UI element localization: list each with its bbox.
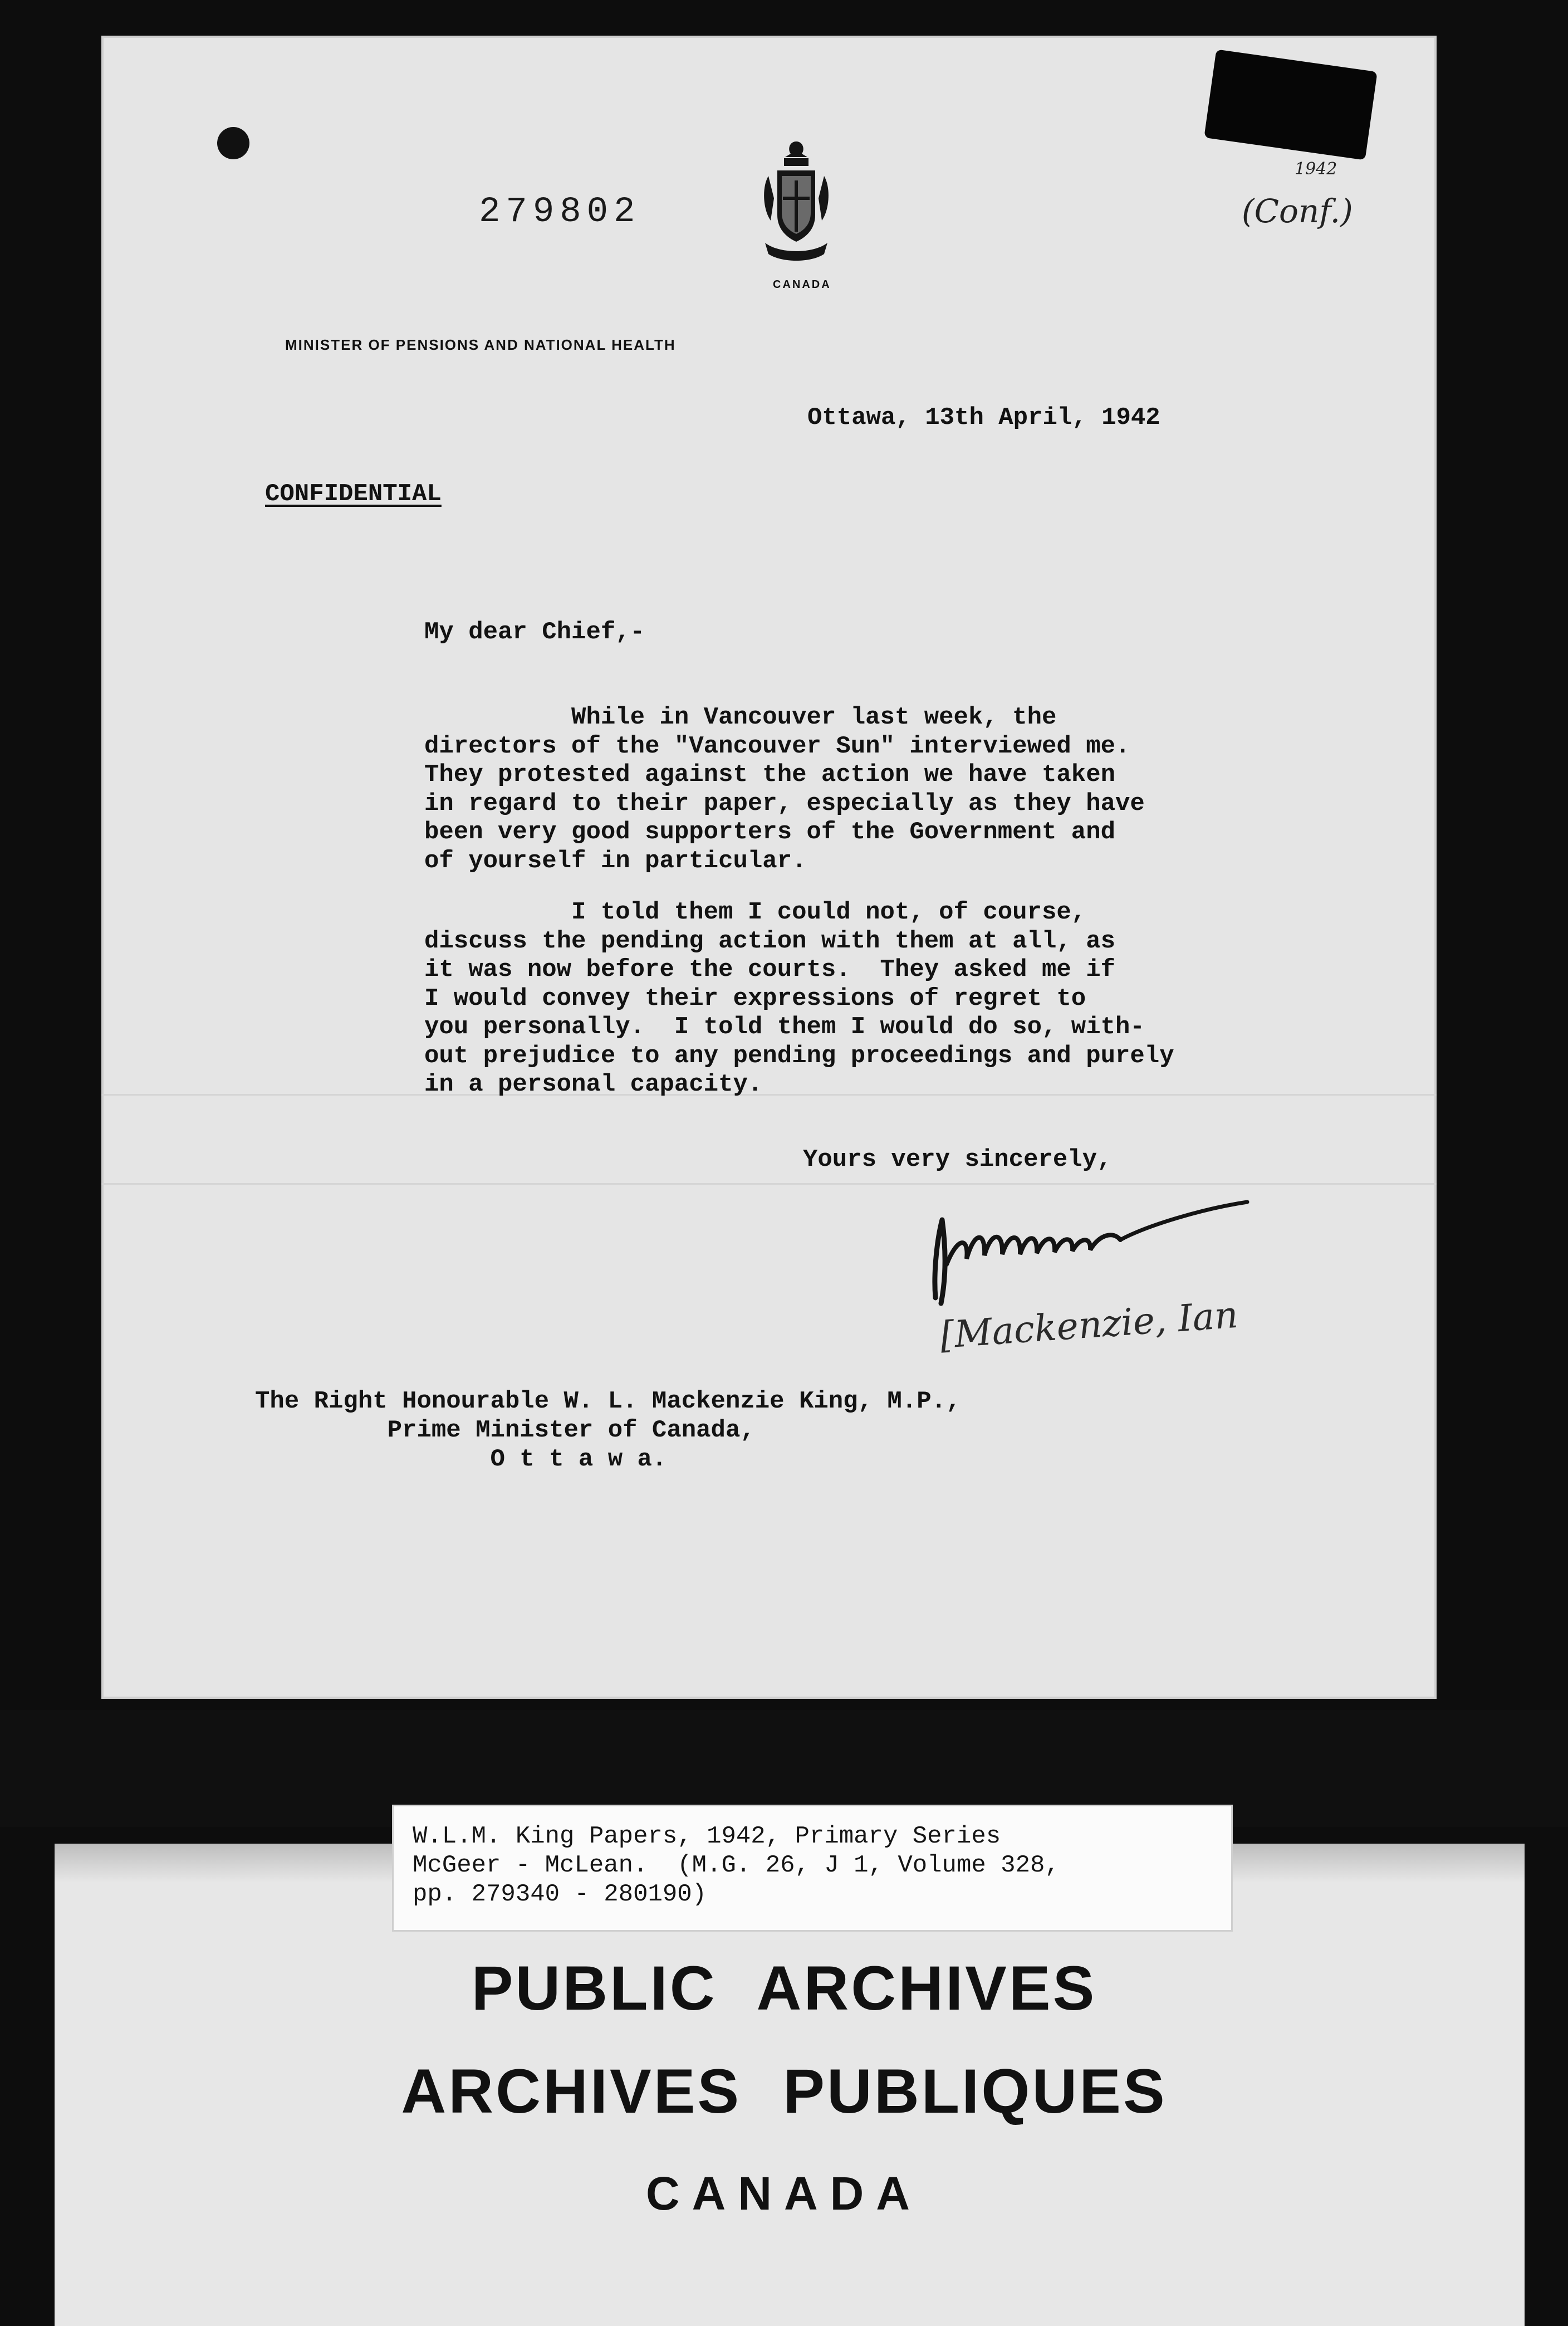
signature-annotation: [Mackenzie, Ian (938, 1293, 1239, 1357)
salutation: My dear Chief,- (424, 618, 645, 646)
archive-title-english: PUBLIC ARCHIVES (471, 1953, 1097, 2023)
department-heading: MINISTER OF PENSIONS AND NATIONAL HEALTH (285, 336, 676, 353)
closing: Yours very sincerely, (803, 1146, 1112, 1174)
archive-country: CANADA (646, 2167, 922, 2220)
archive-title-french: ARCHIVES PUBLIQUES (401, 2056, 1167, 2126)
archive-reference-slip: W.L.M. King Papers, 1942, Primary Series McGeer - McLean. (M.G. 26, J 1, Volume 328, pp. 279340 - 280190) (392, 1805, 1233, 1932)
punch-hole-icon (217, 127, 249, 159)
body-paragraph-1: While in Vancouver last week, the directors of the "Vancouver Sun" interviewed me. They protested against the action we have taken in regard to their paper, especially as they have been very good supporters of the Government and of yourself in particular. (424, 703, 1145, 875)
letter-date: Ottawa, 13th April, 1942 (807, 404, 1160, 432)
body-paragraph-2: I told them I could not, of course, discuss the pending action with them at all, as it was now before the courts. They asked me if I would convey their expressions of regret to you personally. I told them I would do so, with- out prejudice to any pending proceedings and purely in a personal capacity. (424, 898, 1174, 1098)
document-number: 279802 (479, 192, 641, 232)
handwritten-note: (Conf.) (1242, 192, 1353, 230)
handwritten-year: 1942 (1295, 159, 1337, 179)
signature-icon (913, 1186, 1303, 1365)
coat-of-arms-caption: CANADA (773, 278, 831, 291)
addressee-block: The Right Honourable W. L. Mackenzie King, M.P., Prime Minister of Canada, O t t a w a. (255, 1387, 961, 1473)
scan-line (101, 1183, 1437, 1185)
coat-of-arms-icon (757, 137, 835, 271)
confidential-label: CONFIDENTIAL (265, 480, 442, 508)
